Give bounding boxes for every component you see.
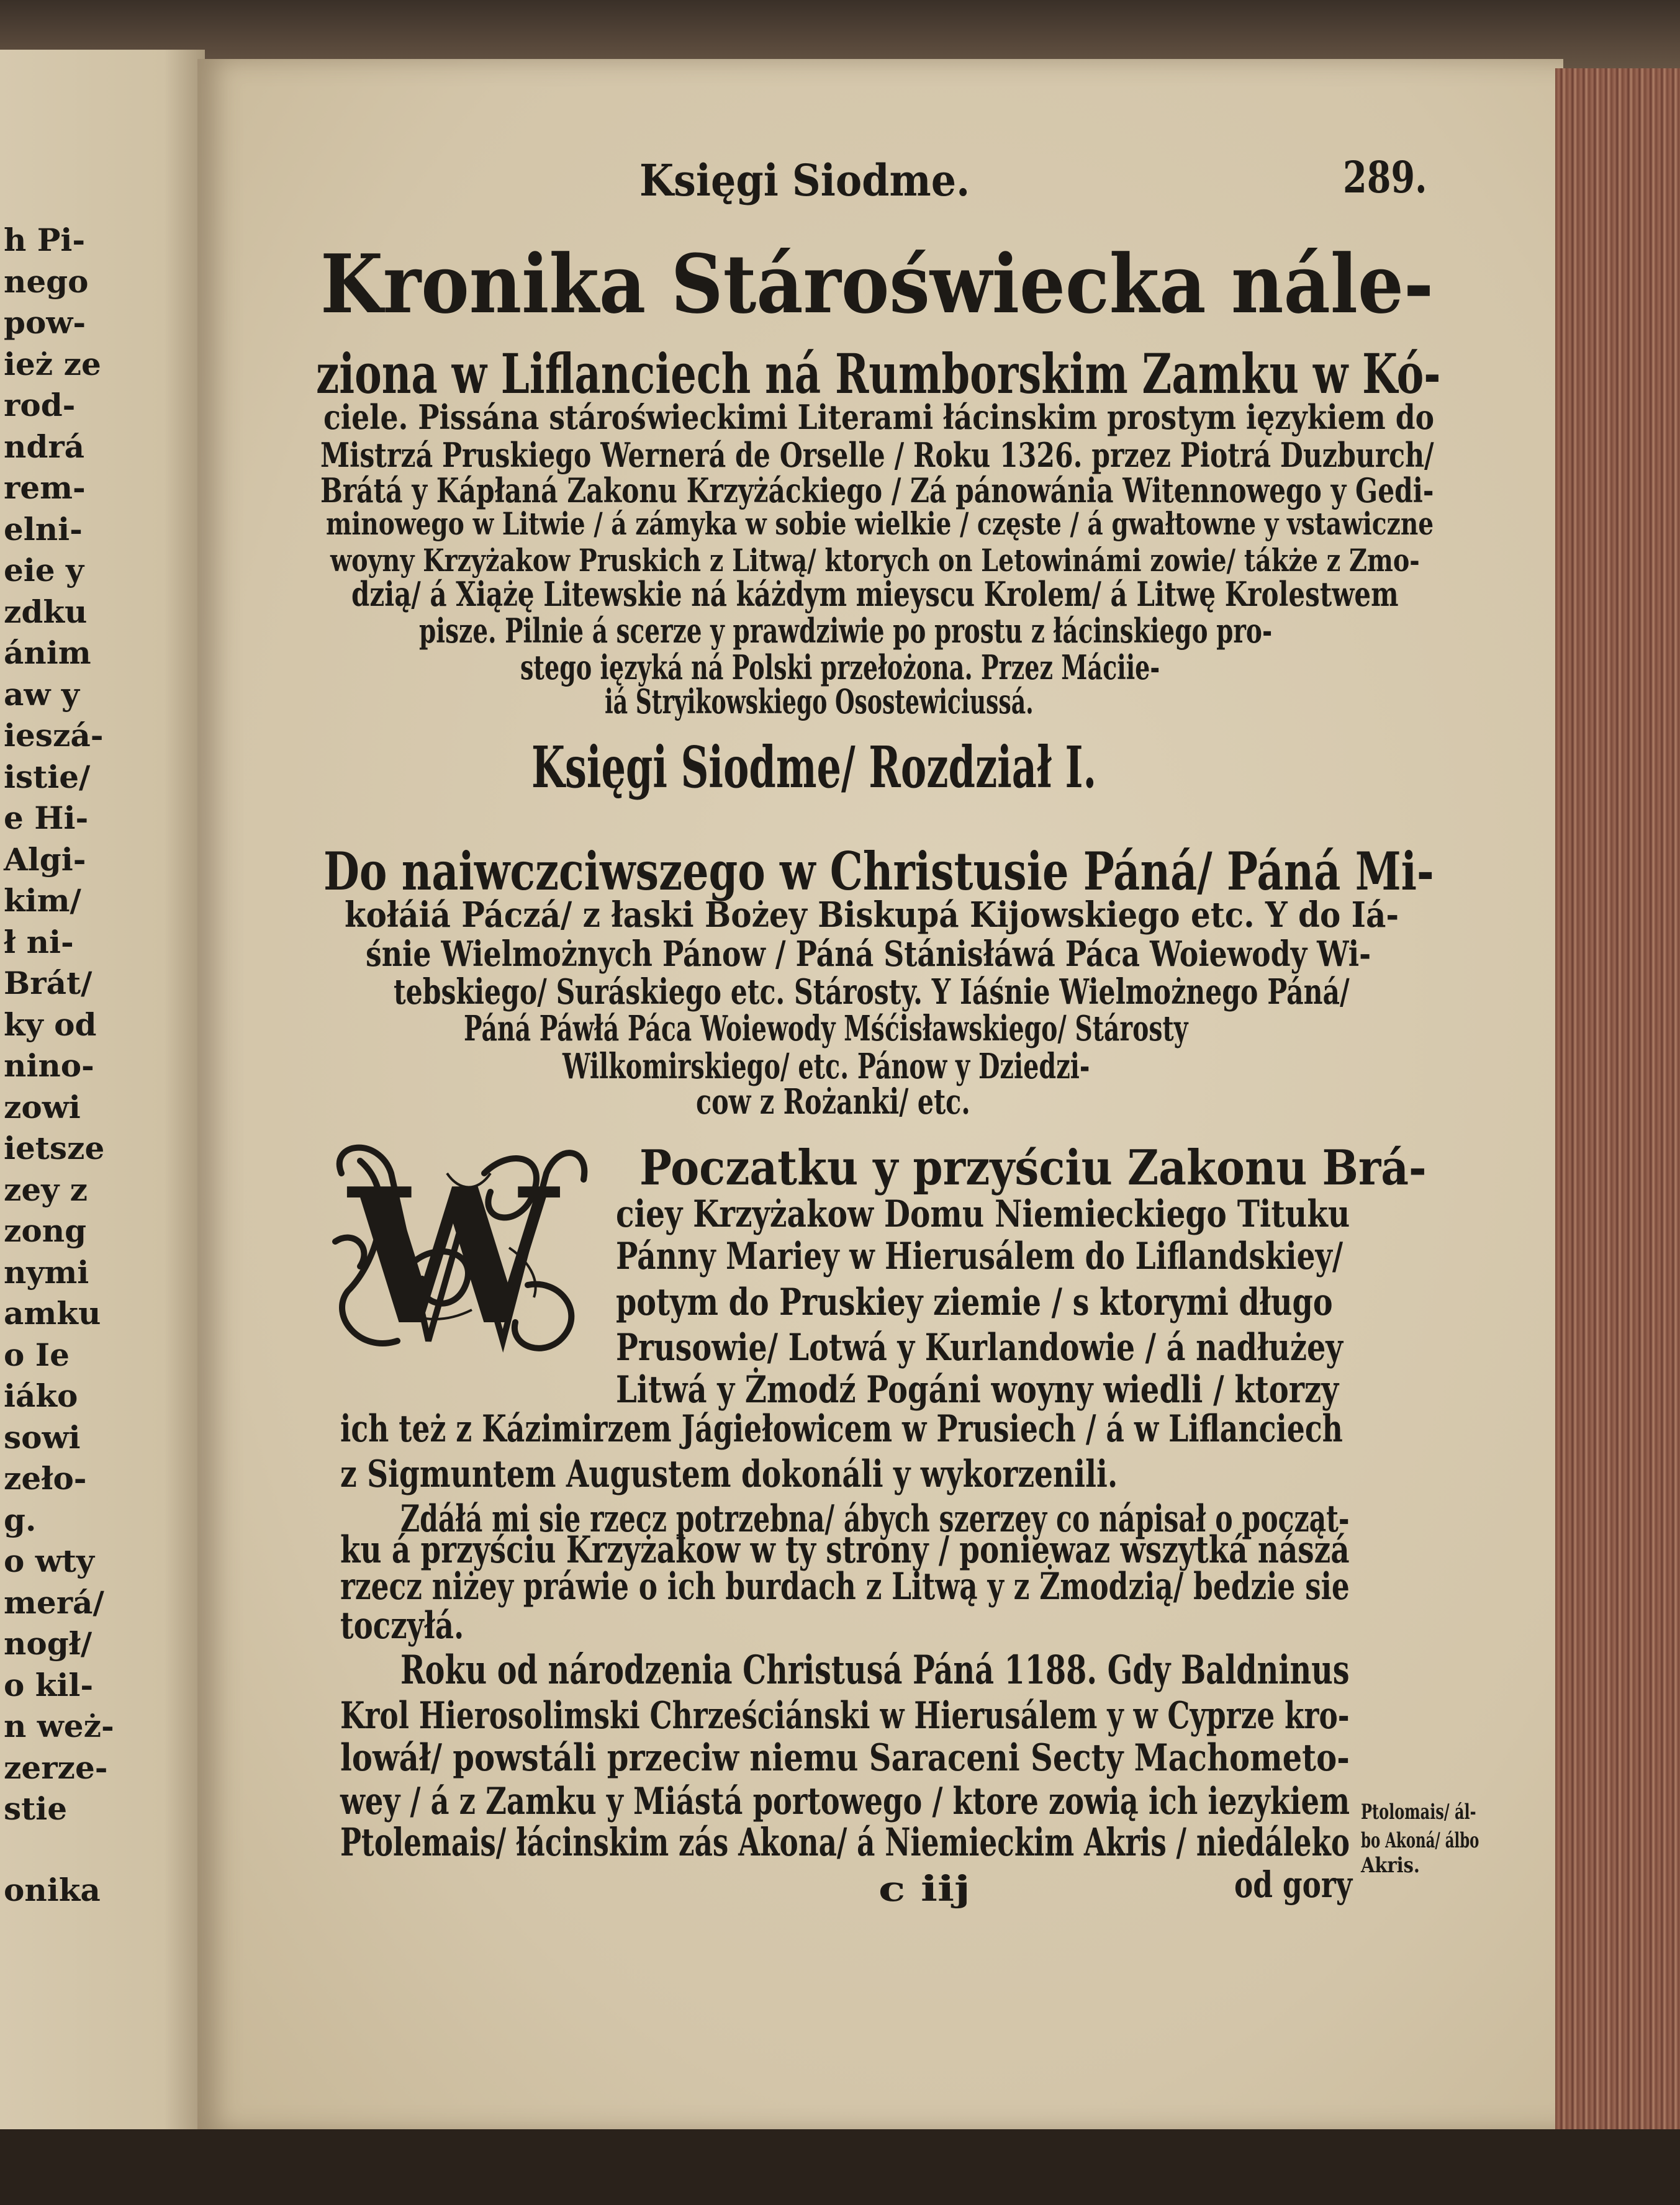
dedication-line: śnie Wielmożnych Pánow / Páná Stánisłáwá Páca Woiewody Wi- (365, 933, 1371, 975)
subtitle-line: minowego w Litwie / á zámyka w sobie wielkie / częste / á gwałtowne y vstawiczne (326, 505, 1434, 543)
left-page-fragment: ietsze (4, 1130, 105, 1166)
left-page-fragment: amku (4, 1295, 101, 1332)
left-page-fragment: ieszá- (4, 717, 104, 754)
left-page-fragment: ky od (4, 1006, 97, 1043)
margin-note-line: Akris. (1360, 1853, 1420, 1878)
left-page-fragment: rem- (4, 469, 86, 506)
body-line: rzecz niżey práwie o ich burdach z Litwą y z Żmodzią/ bedzie sie (340, 1564, 1350, 1608)
left-page-fragment: sowi (4, 1418, 81, 1456)
left-page-fragment: eie y (4, 552, 84, 588)
left-page-fragment: zey z (4, 1171, 88, 1208)
left-page-fragment: ndrá (4, 428, 85, 465)
subtitle-line: pisze. Pilnie á scerze y prawdziwie po prostu z łácinskiego pro- (418, 611, 1272, 651)
dedication-line: tebskiego/ Suráskiego etc. Stárosty. Y Iáśnie Wielmożnego Páná/ (394, 972, 1350, 1013)
left-page-fragment: merá/ (4, 1584, 104, 1621)
left-page-fragment: nymi (4, 1253, 89, 1291)
left-page-fragment: Brát/ (4, 965, 93, 1001)
left-page-fragment: ł ni- (4, 923, 74, 960)
dedication-line: Do naiwczciwszego w Christusie Páná/ Páná Mi- (323, 841, 1434, 903)
dedication-line: cow z Rożanki/ etc. (695, 1081, 970, 1122)
drop-cap-letter: W (348, 1147, 558, 1366)
left-page-fragment: nino- (4, 1047, 94, 1084)
left-page-fragment: zong (4, 1212, 87, 1249)
left-page-fragment: zowi (4, 1088, 81, 1125)
body-line: Ptolemais/ łácinskim zás Akona/ á Niemieckim Akris / niedáleko (340, 1819, 1350, 1865)
body-line: ciey Krzyżakow Domu Niemieckiego Tituku (615, 1192, 1350, 1236)
body-line: z Sigmuntem Augustem dokonáli y wykorzenili. (340, 1452, 1118, 1496)
page-edges (1555, 68, 1680, 2135)
body-line: Roku od národzenia Christusá Páná 1188. Gdy Baldninus (400, 1647, 1350, 1694)
left-page-fragment: nogł/ (4, 1625, 93, 1662)
title-line: ziona w Liflanciech ná Rumborskim Zamku w Kó- (316, 341, 1441, 407)
dedication-line: Wilkomirskiego/ etc. Pánow y Dziedzi- (562, 1046, 1090, 1088)
left-page-fragment: elni- (4, 510, 83, 548)
catchword: od gory (1234, 1863, 1353, 1906)
subtitle-line: stego ięzyká ná Polski przełożona. Przez Máciie- (520, 647, 1160, 688)
left-page-fragment: g. (4, 1501, 37, 1538)
subtitle-line: ciele. Pissána stároświeckimi Literami łácinskim prostym ięzykiem do (323, 397, 1434, 438)
body-line: Zdáłá mi sie rzecz potrzebna/ ábych szerzey co nápisał o począt- (400, 1497, 1350, 1541)
chapter-heading: Księgi Siodme/ Rozdział I. (531, 734, 1097, 801)
left-page-fragment: rod- (4, 387, 76, 423)
book-bottom-edge (0, 2129, 1680, 2205)
subtitle-line: Mistrzá Pruskiego Wernerá de Orselle / Roku 1326. przez Piotrá Duzburch/ (320, 435, 1434, 476)
body-line: Pánny Mariey w Hierusálem do Liflandskiey/ (615, 1234, 1343, 1278)
body-line: ku á przyściu Krzyżakow w ty strony / poniewaz wszytká nászá (340, 1528, 1350, 1572)
margin-note-line: Ptolomais/ ál- (1360, 1800, 1476, 1825)
body-line: Litwá y Żmodź Pogáni woyny wiedli / ktorzy (615, 1368, 1339, 1412)
left-page-fragment: zdku (4, 593, 88, 630)
left-page-fragment: ánim (4, 634, 91, 671)
body-line: Krol Hierosolimski Chrześciánski w Hierusálem y w Cyprze kro- (340, 1694, 1350, 1738)
body-line: toczyłá. (340, 1604, 464, 1648)
left-page-fragment: stie (4, 1790, 68, 1827)
subtitle-line: Brátá y Kápłaná Zakonu Krzyżáckiego / Zá pánowánia Witennowego y Gedi- (320, 470, 1434, 510)
left-page-fragment: ież ze (4, 345, 101, 382)
body-line: Prusowie/ Lotwá y Kurlandowie / á nadłużey (615, 1325, 1343, 1369)
body-line: Poczatku y przyściu Zakonu Brá- (639, 1140, 1427, 1197)
left-page-fragment: o kil- (4, 1666, 94, 1703)
left-page-fragment: kim/ (4, 882, 81, 919)
subtitle-line: iá Stryikowskiego Osostewiciussá. (604, 681, 1034, 721)
drop-cap-ornament-icon (323, 1136, 596, 1375)
title-line: Kronika Stároświecka nále- (320, 236, 1434, 331)
body-line: ich też z Kázimirzem Jágiełowicem w Prusiech / á w Liflanciech (340, 1407, 1343, 1451)
left-page-fragment: zeło- (4, 1460, 87, 1497)
running-title: Księgi Siodme. (639, 154, 970, 206)
body-line: wey / á z Zamku y Miástá portowego / ktore zowią ich iezykiem (340, 1780, 1350, 1824)
left-page-fragment: istie/ (4, 758, 91, 795)
left-page-fragment: n weż- (4, 1708, 114, 1744)
margin-note-line: bo Akoná/ álbo (1360, 1828, 1479, 1853)
left-page-fragment: aw y (4, 675, 79, 713)
body-line: potym do Pruskiey ziemie / s ktorymi długo (615, 1281, 1333, 1325)
decorated-initial-w (323, 1136, 596, 1375)
subtitle-line: woyny Krzyżakow Pruskich z Litwą/ ktorych on Letowinámi zowie/ tákże z Zmo- (330, 542, 1420, 579)
left-page-fragment: o wty (4, 1543, 94, 1579)
left-page-fragment: iáko (4, 1378, 78, 1414)
left-page-fragment: h Pi- (4, 222, 86, 258)
dedication-line: Páná Páwłá Páca Woiewody Mśćisławskiego/ Stárosty (464, 1008, 1188, 1049)
dedication-line: kołáiá Páczá/ z łaski Bożey Biskupá Kijowskiego etc. Y do Iá- (344, 894, 1399, 936)
left-page-fragment: pow- (4, 304, 86, 341)
left-page-fragment: zerze- (4, 1749, 108, 1786)
left-page-fragment: Algi- (4, 841, 86, 878)
left-page-fragment: e Hi- (4, 800, 89, 836)
left-page-fragment: o Ie (4, 1336, 70, 1373)
left-page-fragment: onika (4, 1872, 101, 1908)
left-page-fragment: nego (4, 263, 89, 300)
subtitle-line: dzią/ á Xiążę Litewskie ná káżdym mieyscu Krolem/ á Litwę Krolestwem (351, 574, 1399, 615)
page-number: 289. (1342, 151, 1427, 204)
body-line: lowáł/ powstáli przeciw niemu Saraceni Secty Machometo- (340, 1736, 1350, 1780)
signature-mark: c iij (878, 1868, 970, 1910)
